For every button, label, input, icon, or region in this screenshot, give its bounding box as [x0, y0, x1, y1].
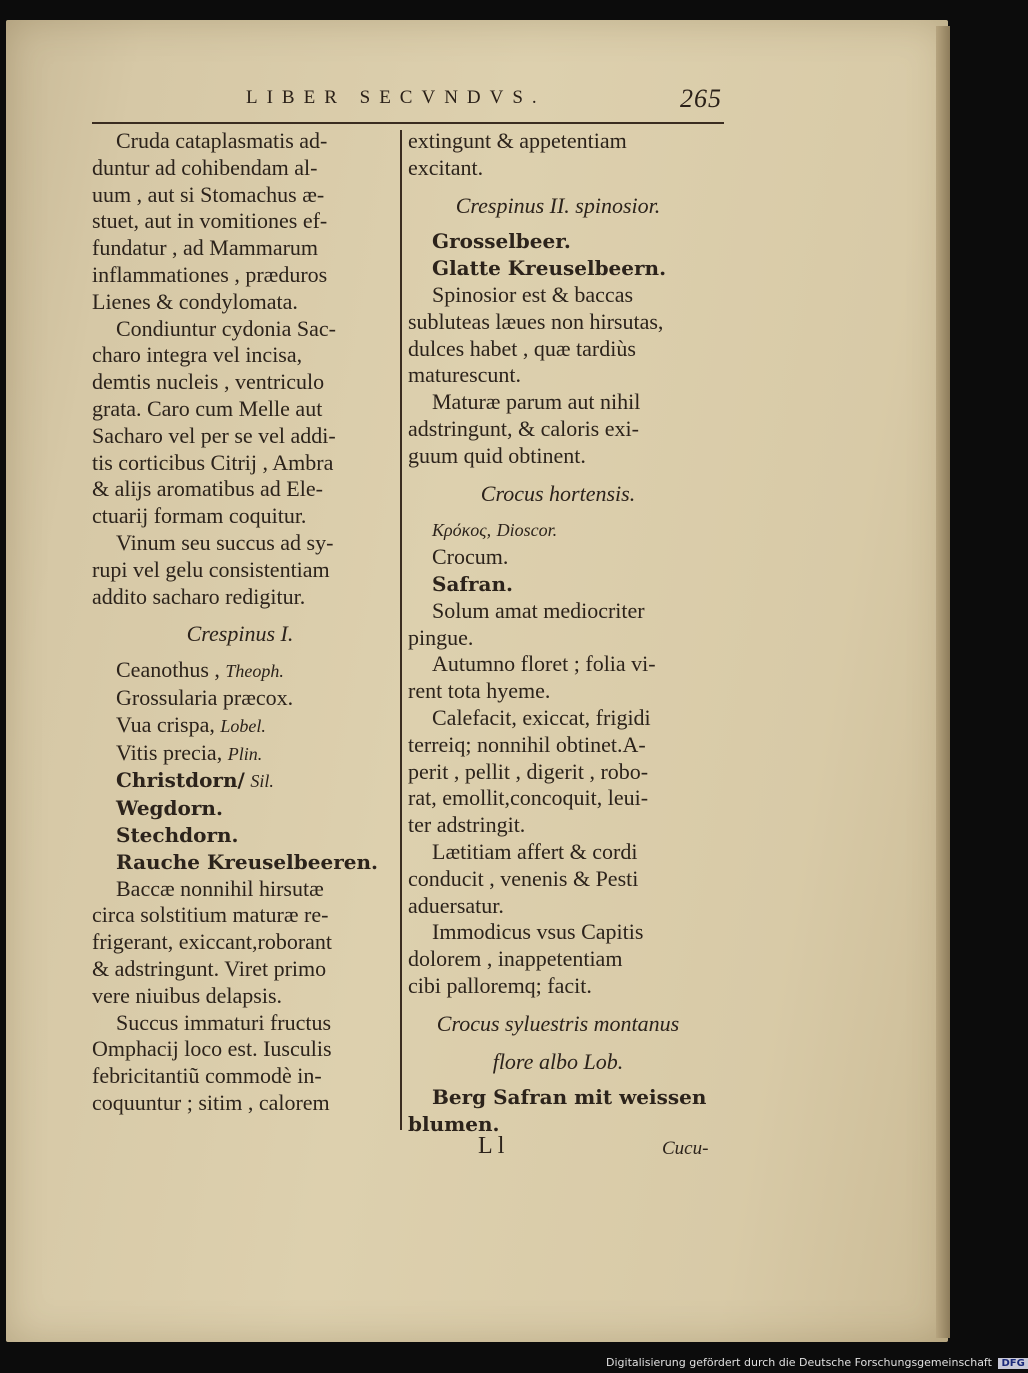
text-line — [408, 416, 708, 443]
text-line — [92, 1036, 388, 1063]
line-text: Wegdorn. — [116, 796, 223, 821]
text-line — [408, 1084, 708, 1111]
text-line — [92, 1010, 388, 1037]
line-text: excitant. — [408, 154, 484, 180]
line-text: maturescunt. — [408, 362, 522, 388]
line-text: duntur ad cohibendam al- — [92, 154, 318, 180]
author-abbreviation: Sil. — [250, 771, 274, 792]
line-text: blumen. — [408, 1112, 500, 1137]
line-text: Crocus hortensis. — [480, 480, 636, 506]
signature-mark: L l — [478, 1133, 505, 1159]
line-text: flore albo Lob. — [492, 1048, 624, 1074]
text-line — [92, 369, 388, 396]
line-text: Stechdorn. — [116, 822, 239, 847]
section-heading — [92, 621, 388, 648]
text-line — [92, 235, 388, 262]
line-text: circa solstitium maturæ re- — [92, 902, 329, 928]
line-text: Berg Safran mit weissen — [432, 1085, 707, 1110]
text-line — [92, 530, 388, 557]
line-text: ctuarij formam coquitur. — [92, 503, 307, 529]
text-line — [408, 625, 708, 652]
credit-text: Digitalisierung gefördert durch die Deutsche Forschungsgemeinschaft — [606, 1356, 992, 1369]
running-title: LIBER SECVNDVS. — [246, 87, 546, 108]
text-line — [92, 740, 388, 768]
line-text: addito sacharo redigitur. — [92, 583, 306, 609]
text-line — [408, 282, 708, 309]
line-text: Sacharo vel per se vel addi- — [92, 422, 336, 448]
text-line — [92, 712, 388, 740]
column-divider — [400, 130, 402, 1130]
text-line — [408, 255, 708, 282]
text-line — [92, 822, 388, 849]
text-line — [92, 1090, 388, 1117]
text-line — [408, 678, 708, 705]
text-line — [92, 956, 388, 983]
text-line — [92, 476, 388, 503]
line-text: terreiq; nonnihil obtinet.A- — [408, 731, 646, 757]
text-line — [408, 919, 708, 946]
text-line — [408, 866, 708, 893]
text-line — [92, 983, 388, 1010]
text-line — [408, 228, 708, 255]
text-line — [92, 557, 388, 584]
text-line — [92, 685, 388, 712]
line-text: Succus immaturi fructus — [116, 1009, 332, 1035]
line-text: Κρόκος, — [432, 520, 492, 541]
text-line — [408, 309, 708, 336]
line-text: Crocum. — [432, 544, 509, 570]
text-line — [408, 443, 708, 470]
line-text: Grossularia præcox. — [116, 684, 294, 710]
line-text: Lætitiam affert & cordi — [432, 838, 638, 864]
text-line — [408, 893, 708, 920]
section-heading — [408, 193, 708, 220]
line-text: aduersatur. — [408, 892, 504, 918]
text-line — [408, 759, 708, 786]
line-text: Ceanothus , — [116, 657, 220, 683]
text-line — [92, 450, 388, 477]
text-line — [92, 929, 388, 956]
line-text: & adstringunt. Viret primo — [92, 955, 327, 981]
line-text: Christdorn/ — [116, 768, 245, 793]
text-line — [92, 795, 388, 822]
line-text: adstringunt, & caloris exi- — [408, 415, 639, 441]
author-abbreviation: Plin. — [227, 743, 263, 764]
text-line — [408, 1111, 708, 1138]
line-text: Grosselbeer. — [432, 229, 571, 254]
text-line — [408, 705, 708, 732]
line-text: Vinum seu succus ad sy- — [116, 529, 334, 555]
text-line — [408, 785, 708, 812]
line-text: inflammationes , præduros — [92, 261, 328, 287]
text-line — [92, 876, 388, 903]
page-number: 265 — [680, 84, 722, 113]
line-text: vere niuibus delapsis. — [92, 982, 283, 1008]
line-text: Crocus syluestris montanus — [436, 1010, 680, 1036]
line-text: fundatur , ad Mammarum — [92, 235, 319, 261]
line-text: stuet, aut in vomitiones ef- — [92, 208, 328, 234]
line-text: Condiuntur cydonia Sac- — [116, 315, 336, 341]
author-abbreviation: Dioscor. — [496, 520, 558, 541]
line-text: Calefacit, exiccat, frigidi — [432, 704, 651, 730]
line-text: dulces habet , quæ tardiùs — [408, 335, 636, 361]
author-abbreviation: Lobel. — [220, 715, 266, 736]
text-line — [408, 362, 708, 389]
line-text: demtis nucleis , ventriculo — [92, 369, 325, 395]
line-text: Autumno floret ; folia vi- — [432, 651, 656, 677]
line-text: extingunt & appetentiam — [408, 128, 627, 153]
text-line — [408, 544, 708, 571]
text-line — [408, 973, 708, 1000]
text-line — [92, 128, 388, 155]
text-line — [408, 389, 708, 416]
line-text: Safran. — [432, 571, 514, 596]
line-text: pingue. — [408, 624, 474, 650]
digitization-credit — [606, 1356, 1028, 1369]
line-text: rat, emollit,concoquit, leui- — [408, 785, 649, 811]
line-text: cibi palloremq; facit. — [408, 972, 592, 998]
text-line — [92, 208, 388, 235]
line-text: coquuntur ; sitim , calorem — [92, 1089, 330, 1115]
line-text: charo integra vel incisa, — [92, 342, 303, 368]
text-line — [92, 342, 388, 369]
text-line — [92, 316, 388, 343]
line-text: ter adstringit. — [408, 812, 526, 838]
line-text: Maturæ parum aut nihil — [432, 389, 641, 415]
text-line — [408, 155, 708, 182]
section-heading — [408, 1011, 708, 1038]
dfg-logo: DFG — [998, 1358, 1027, 1369]
line-text: tis corticibus Citrij , Ambra — [92, 449, 334, 475]
line-text: Crespinus II. spinosior. — [455, 192, 661, 218]
text-line — [92, 902, 388, 929]
text-line — [408, 598, 708, 625]
text-line — [92, 657, 388, 685]
text-line — [408, 839, 708, 866]
section-heading — [408, 481, 708, 508]
line-text: Vitis precia, — [116, 739, 223, 765]
left-column — [92, 128, 388, 1117]
text-line — [408, 732, 708, 759]
text-line — [408, 651, 708, 678]
text-line — [92, 155, 388, 182]
text-line — [92, 584, 388, 611]
line-text: uum , aut si Stomachus æ- — [92, 181, 325, 207]
catchword: Cucu- — [662, 1138, 709, 1159]
text-line — [92, 396, 388, 423]
line-text: rent tota hyeme. — [408, 678, 551, 704]
page-edge — [936, 26, 950, 1338]
text-line — [92, 1063, 388, 1090]
line-text: rupi vel gelu consistentiam — [92, 556, 330, 582]
text-line — [408, 812, 708, 839]
line-text: Crespinus I. — [186, 621, 294, 647]
section-heading — [408, 1049, 708, 1076]
right-column — [408, 128, 708, 1138]
text-line — [408, 128, 708, 155]
line-text: Glatte Kreuselbeern. — [432, 256, 667, 281]
author-abbreviation: Theoph. — [225, 661, 284, 682]
line-text: Baccæ nonnihil hirsutæ — [116, 875, 324, 901]
text-line — [92, 503, 388, 530]
line-text: Lienes & condylomata. — [92, 288, 298, 314]
line-text: Rauche Kreuselbeeren. — [116, 849, 378, 874]
text-line — [92, 289, 388, 316]
line-text: febricitantiũ commodè in- — [92, 1063, 322, 1089]
line-text: conducit , venenis & Pesti — [408, 865, 639, 891]
text-line — [408, 516, 708, 544]
text-line — [92, 262, 388, 289]
line-text: Cruda cataplasmatis ad- — [116, 128, 328, 153]
line-text: dolorem , inappetentiam — [408, 946, 623, 972]
line-text: Solum amat mediocriter — [432, 597, 645, 623]
line-text: Omphacij loco est. Iusculis — [92, 1036, 332, 1062]
text-line — [408, 336, 708, 363]
header-rule — [92, 122, 724, 124]
text-line — [92, 767, 388, 795]
line-text: guum quid obtinent. — [408, 442, 586, 468]
line-text: Spinosior est & baccas — [432, 281, 634, 307]
text-line — [408, 946, 708, 973]
text-line — [408, 571, 708, 598]
line-text: & alijs aromatibus ad Ele- — [92, 476, 323, 502]
line-text: grata. Caro cum Melle aut — [92, 395, 323, 421]
text-line — [92, 182, 388, 209]
text-line — [92, 423, 388, 450]
line-text: perit , pellit , digerit , robo- — [408, 758, 649, 784]
line-text: Vua crispa, — [116, 711, 215, 737]
text-line — [92, 849, 388, 876]
line-text: subluteas læues non hirsutas, — [408, 308, 664, 334]
line-text: Immodicus vsus Capitis — [432, 919, 644, 945]
line-text: frigerant, exiccant,roborant — [92, 929, 333, 955]
